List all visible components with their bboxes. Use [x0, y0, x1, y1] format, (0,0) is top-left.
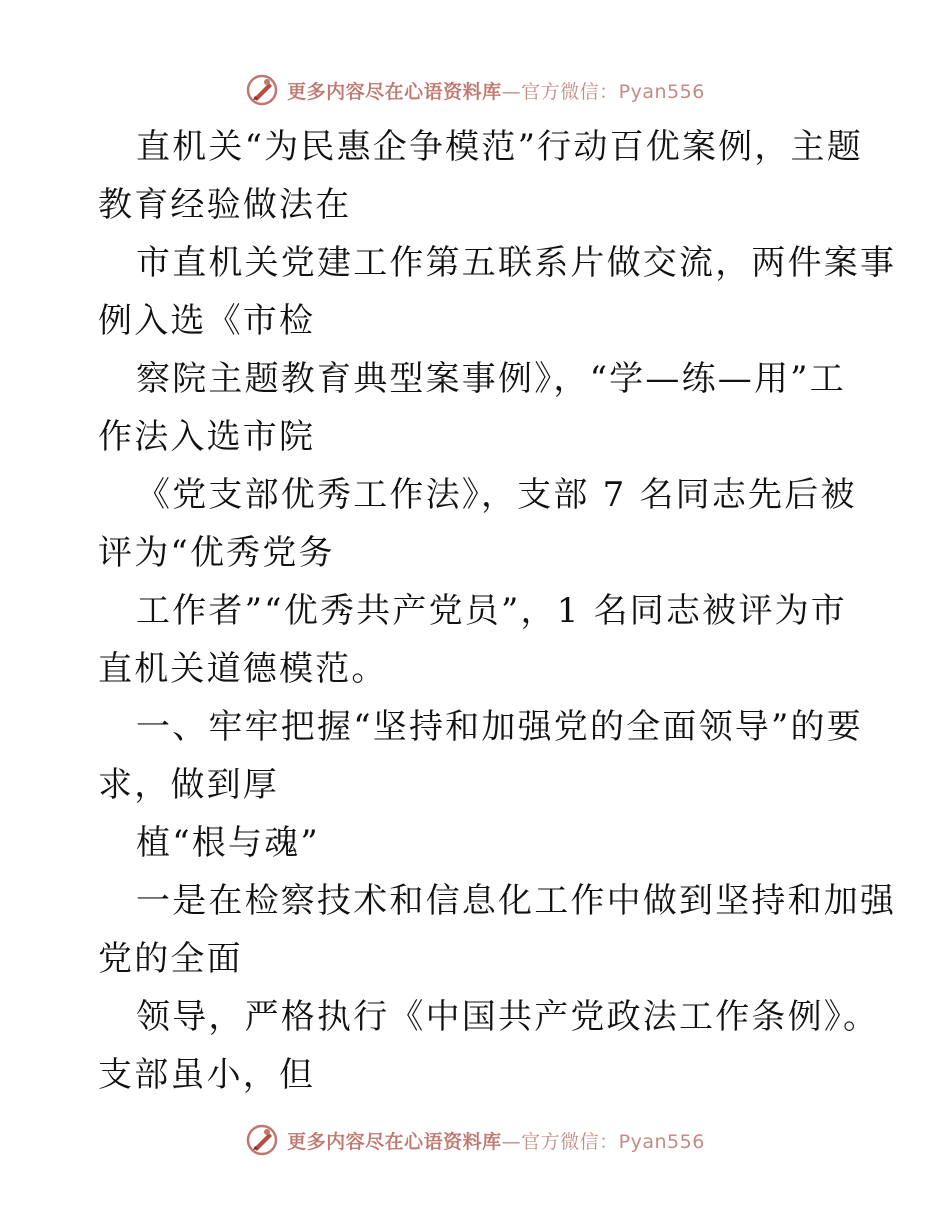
watermark-text: 更多内容尽在心语资料库—官方微信：Pyan556 [287, 1130, 705, 1153]
text-line: 作法入选市院 [98, 417, 316, 457]
text-line: 求，做到厚 [98, 765, 279, 805]
text-line: 教育经验做法在 [98, 185, 352, 225]
pen-logo-icon [245, 1123, 279, 1157]
text-line: 领导，严格执行《中国共产党政法工作条例》。 [136, 997, 880, 1037]
text-line: 直机关道德模范。 [98, 649, 388, 689]
text-line: 察院主题教育典型案事例》，“学—练—用”工 [136, 359, 846, 399]
text-line: 党的全面 [98, 939, 243, 979]
document-body [98, 118, 897, 1104]
text-line: 支部虽小，但 [98, 1055, 316, 1095]
watermark-banner-top [0, 70, 950, 110]
text-line: 直机关“为民惠企争模范”行动百优案例，主题 [136, 127, 863, 167]
text-line: 例入选《市检 [98, 301, 316, 341]
watermark-banner-bottom [0, 1120, 950, 1160]
text-line: 植“根与魂” [136, 823, 320, 863]
text-line: 市直机关党建工作第五联系片做交流，两件案事 [136, 243, 897, 283]
watermark-text: 更多内容尽在心语资料库—官方微信：Pyan556 [287, 80, 705, 103]
text-line: 《党支部优秀工作法》，支部 7 名同志先后被 [136, 475, 857, 515]
pen-logo-icon [245, 73, 279, 107]
text-line: 评为“优秀党务 [98, 533, 335, 573]
text-line: 工作者”“优秀共产党员”，1 名同志被评为市 [136, 591, 847, 631]
text-line: 一、牢牢把握“坚持和加强党的全面领导”的要 [136, 707, 863, 747]
text-line: 一是在检察技术和信息化工作中做到坚持和加强 [136, 881, 897, 921]
